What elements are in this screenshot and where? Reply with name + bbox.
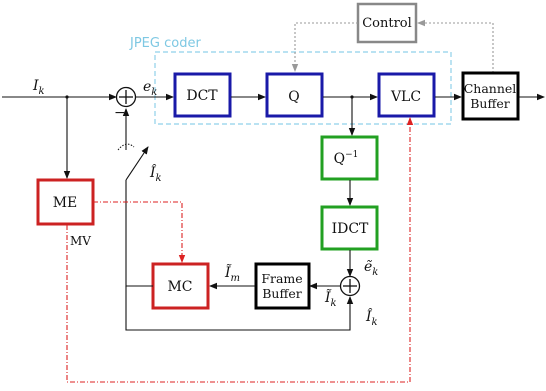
error-signal-label: $e_k$ [143,79,158,98]
q-label: Q [288,89,300,105]
control-label: Control [362,16,412,31]
me-label: ME [52,195,78,211]
me-to-mc-mv-path [93,202,182,262]
prediction-switch [126,147,148,180]
frame-buffer-label-1: Frame [261,271,303,286]
recon-error-label: ẽ$_k$ [364,259,379,278]
mc-to-switch-path [126,180,153,286]
input-signal-label: $I_k$ [33,78,45,97]
control-to-q-path [295,23,358,71]
framebuffer-input-label: $Ĩ_k$ [325,290,337,309]
mv-label: MV [70,234,91,248]
prediction-label: $Î_k$ [150,165,162,184]
dct-label: DCT [186,88,218,104]
buffer-to-control-path [418,23,493,73]
channel-buffer-label-1: Channel [463,81,517,96]
idct-label: IDCT [331,221,369,237]
channel-buffer-label-2: Buffer [470,96,510,111]
jpeg-coder-label: JPEG coder [130,36,201,51]
frame-buffer-label-2: Buffer [262,286,302,301]
qinv-label: $Q^{-1}$ [333,150,359,167]
vlc-label: VLC [390,89,422,105]
mc-label: MC [167,279,193,295]
reconstruction-label: $Î_k$ [366,309,378,328]
subtractor-minus-sign: − [114,105,126,121]
mc-output-label: $Ĩ_m$ [225,265,241,284]
